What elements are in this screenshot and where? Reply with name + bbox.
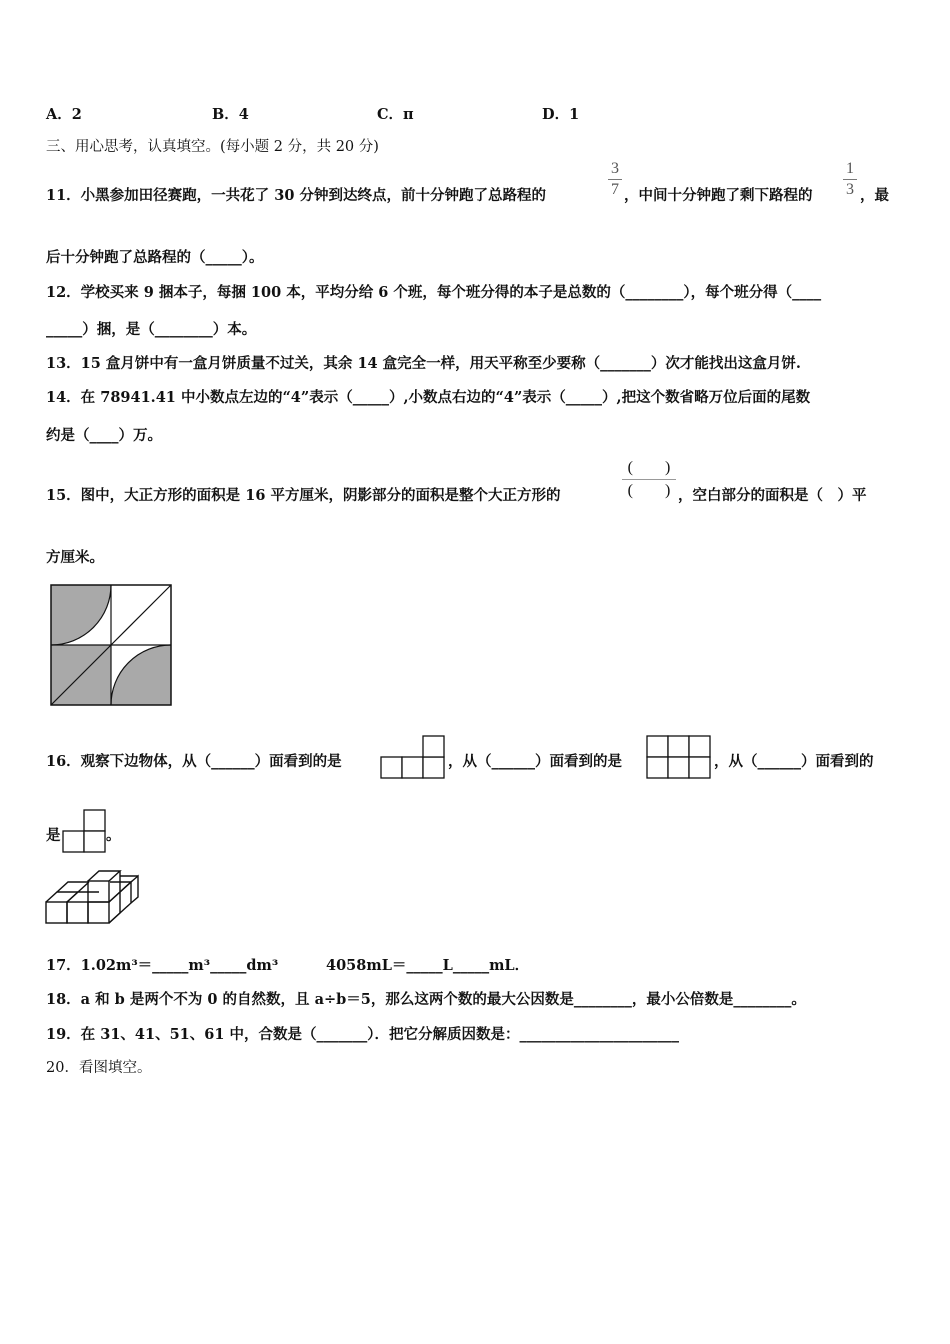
q16-cube-figure: [44, 866, 140, 926]
section-title: 三、用心思考，认真填空。(每小题 2 分，共 20 分): [46, 139, 379, 155]
q11-frac1-denominator: 7: [611, 181, 619, 198]
q15-frac-denominator: ( ): [627, 482, 671, 499]
q18-line: 18．a 和 b 是两个不为 0 的自然数，且 a÷b＝5，那么这两个数的最大公因数是________，最小公倍数是________。: [46, 991, 806, 1008]
q15-frac-numerator: ( ): [627, 459, 671, 476]
q12-line2: _____）捆，是（________）本。: [46, 321, 257, 338]
q19-line: 19．在 31、41、51、61 中，合数是（_______）．把它分解质因数是：______________________: [46, 1026, 679, 1043]
q11-line1-a: [46, 186, 546, 206]
q15-fraction: [622, 458, 676, 501]
q16-text-line2-b: 。: [106, 827, 121, 844]
q15-line2: 方厘米。: [46, 549, 104, 566]
q20-line: 20．看图填空。: [46, 1060, 152, 1076]
q11-fraction-2: [843, 160, 857, 199]
option-d: D．1: [542, 106, 580, 123]
shaded-region-bottom-right: [111, 645, 171, 705]
option-a: A．2: [46, 106, 82, 123]
q16-text-line2-a: 是: [46, 827, 61, 844]
option-b: B．4: [212, 106, 249, 123]
fraction-bar: [608, 179, 622, 180]
q15-square-figure: [49, 583, 173, 707]
q15-text-b: ，空白部分的面积是（ ）平: [678, 487, 867, 504]
q11-text-a: 11．小黑参加田径赛跑，一共花了 30 分钟到达终点，前十分钟跑了总路程的: [46, 187, 546, 204]
q17-part2: 4058mL＝_____L_____mL．: [326, 957, 530, 974]
shaded-region-top-left: [51, 585, 111, 645]
q11-text-b: ，中间十分钟跑了剩下路程的: [624, 187, 813, 204]
q16-text-c: ，从（______）面看到的: [714, 753, 874, 770]
q17-part1: 17．1.02m³＝_____m³_____dm³: [46, 957, 279, 974]
q12-line1: 12．学校买来 9 捆本子，每捆 100 本，平均分给 6 个班，每个班分得的本子是总数的（________），每个班分得（____: [46, 284, 822, 301]
option-c: C．π: [377, 106, 414, 123]
q11-frac2-denominator: 3: [846, 181, 854, 198]
q16-view-3-grid: [62, 809, 108, 853]
q11-line2: 后十分钟跑了总路程的（_____）。: [46, 249, 264, 266]
q16-view-2-grid: [646, 735, 712, 779]
q11-frac2-numerator: 1: [846, 160, 854, 177]
q15-text-a: 15．图中，大正方形的面积是 16 平方厘米，阴影部分的面积是整个大正方形的: [46, 487, 561, 504]
q11-frac1-numerator: 3: [611, 160, 619, 177]
q11-fraction-1: [608, 160, 622, 199]
q13-line: 13．15 盒月饼中有一盒月饼质量不过关，其余 14 盒完全一样，用天平称至少要称（_______）次才能找出这盒月饼.: [46, 355, 801, 372]
q14-line2: 约是（____）万。: [46, 427, 162, 444]
q11-text-c: ，最: [860, 187, 889, 204]
q14-line1: 14．在 78941.41 中小数点左边的“4”表示（_____）,小数点右边的“4”表示（_____）,把这个数省略万位后面的尾数: [46, 389, 811, 406]
q16-text-b: ，从（______）面看到的是: [448, 753, 622, 770]
fraction-bar: [622, 479, 676, 480]
fraction-bar: [843, 179, 857, 180]
q16-text-a: 16．观察下边物体，从（______）面看到的是: [46, 753, 342, 770]
q16-view-1-grid: [380, 735, 446, 779]
